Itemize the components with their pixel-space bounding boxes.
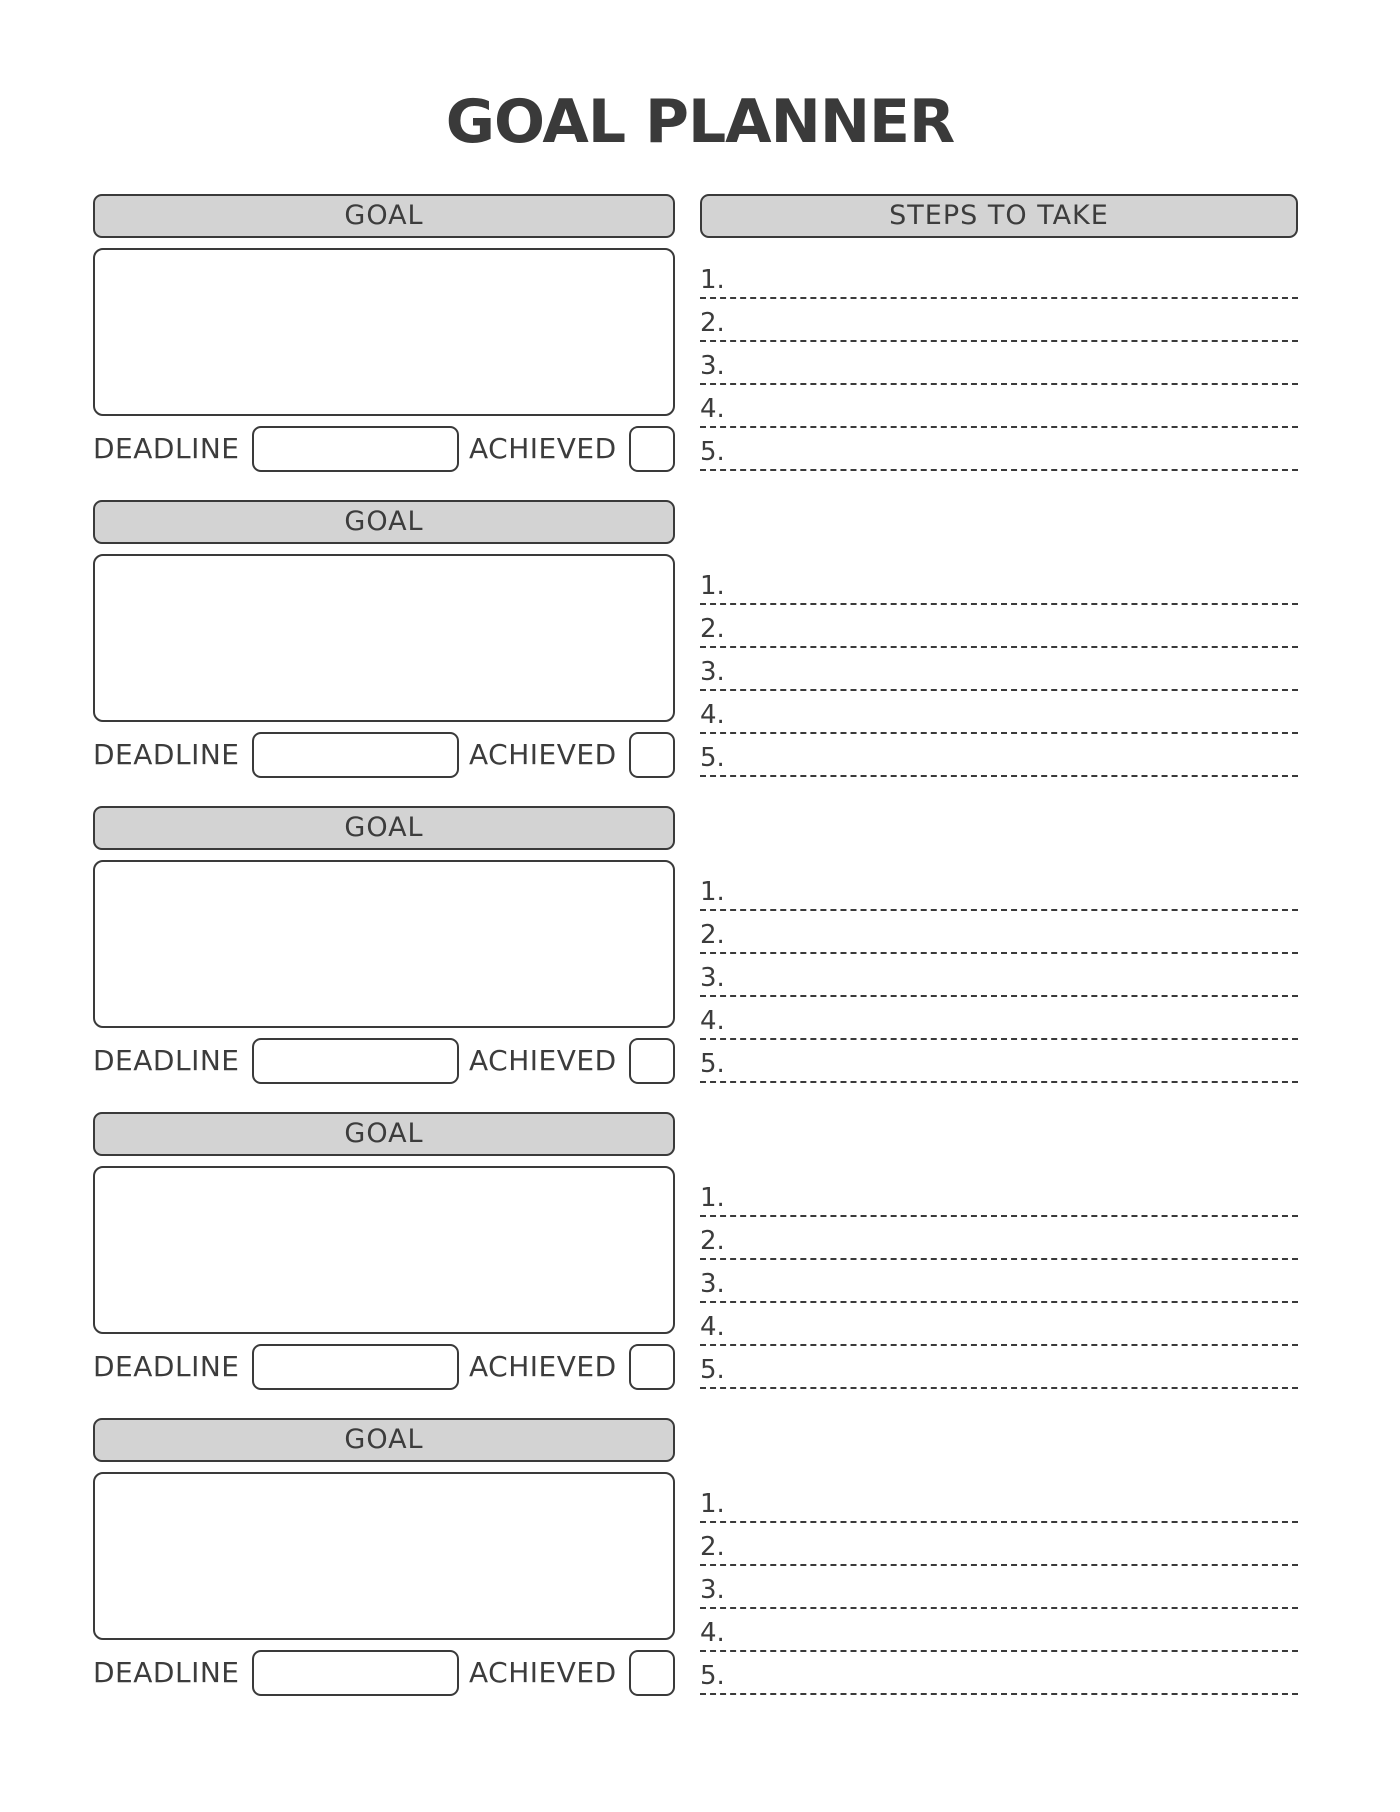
step-line[interactable] [700,1042,1298,1083]
deadline-field[interactable] [252,426,459,472]
step-line[interactable] [700,1176,1298,1217]
step-line[interactable] [700,344,1298,385]
deadline-label: DEADLINE [93,1350,240,1383]
goal-text-box[interactable] [93,554,675,722]
deadline-field[interactable] [252,1650,459,1696]
deadline-field[interactable] [252,1038,459,1084]
steps-to-take-header: STEPS TO TAKE [700,194,1298,238]
deadline-label: DEADLINE [93,1044,240,1077]
step-number: 1. [700,571,725,601]
step-line[interactable] [700,1305,1298,1346]
step-number: 3. [700,657,725,687]
step-number: 5. [700,743,725,773]
deadline-label: DEADLINE [93,1656,240,1689]
step-line[interactable] [700,736,1298,777]
step-number: 1. [700,1489,725,1519]
achieved-checkbox[interactable] [629,1038,675,1084]
step-line[interactable] [700,650,1298,691]
achieved-label: ACHIEVED [469,1656,617,1689]
step-line[interactable] [700,956,1298,997]
step-line[interactable] [700,1348,1298,1389]
achieved-checkbox[interactable] [629,1344,675,1390]
step-number: 3. [700,963,725,993]
step-number: 5. [700,1661,725,1691]
step-number: 1. [700,265,725,295]
achieved-label: ACHIEVED [469,432,617,465]
step-line[interactable] [700,1262,1298,1303]
achieved-label: ACHIEVED [469,738,617,771]
step-line[interactable] [700,387,1298,428]
goal-header: GOAL [93,1418,675,1462]
goal-header: GOAL [93,806,675,850]
goal-section [0,806,1400,1096]
step-number: 3. [700,351,725,381]
deadline-field[interactable] [252,1344,459,1390]
step-line[interactable] [700,607,1298,648]
step-line[interactable] [700,693,1298,734]
step-line[interactable] [700,870,1298,911]
step-number: 5. [700,1355,725,1385]
goal-section [0,1418,1400,1708]
step-number: 1. [700,877,725,907]
deadline-label: DEADLINE [93,738,240,771]
step-number: 2. [700,308,725,338]
step-number: 2. [700,1532,725,1562]
goal-section [0,194,1400,484]
step-line[interactable] [700,1482,1298,1523]
step-line[interactable] [700,564,1298,605]
step-number: 3. [700,1269,725,1299]
achieved-label: ACHIEVED [469,1350,617,1383]
step-line[interactable] [700,301,1298,342]
step-number: 1. [700,1183,725,1213]
step-number: 4. [700,1312,725,1342]
step-number: 5. [700,437,725,467]
deadline-field[interactable] [252,732,459,778]
step-number: 5. [700,1049,725,1079]
step-number: 4. [700,700,725,730]
step-line[interactable] [700,258,1298,299]
step-number: 4. [700,1618,725,1648]
goal-header: GOAL [93,500,675,544]
goal-section [0,500,1400,790]
achieved-label: ACHIEVED [469,1044,617,1077]
achieved-checkbox[interactable] [629,1650,675,1696]
goal-text-box[interactable] [93,1166,675,1334]
step-line[interactable] [700,913,1298,954]
step-number: 2. [700,920,725,950]
step-line[interactable] [700,1525,1298,1566]
step-line[interactable] [700,1219,1298,1260]
step-number: 4. [700,1006,725,1036]
goal-section [0,1112,1400,1402]
step-line[interactable] [700,430,1298,471]
goal-header: GOAL [93,1112,675,1156]
step-line[interactable] [700,1611,1298,1652]
step-number: 4. [700,394,725,424]
step-line[interactable] [700,1568,1298,1609]
achieved-checkbox[interactable] [629,732,675,778]
goal-text-box[interactable] [93,860,675,1028]
step-number: 2. [700,614,725,644]
step-number: 2. [700,1226,725,1256]
step-line[interactable] [700,999,1298,1040]
goal-text-box[interactable] [93,248,675,416]
step-number: 3. [700,1575,725,1605]
step-line[interactable] [700,1654,1298,1695]
goal-text-box[interactable] [93,1472,675,1640]
deadline-label: DEADLINE [93,432,240,465]
goal-header: GOAL [93,194,675,238]
achieved-checkbox[interactable] [629,426,675,472]
page-title: GOAL PLANNER [445,87,955,157]
